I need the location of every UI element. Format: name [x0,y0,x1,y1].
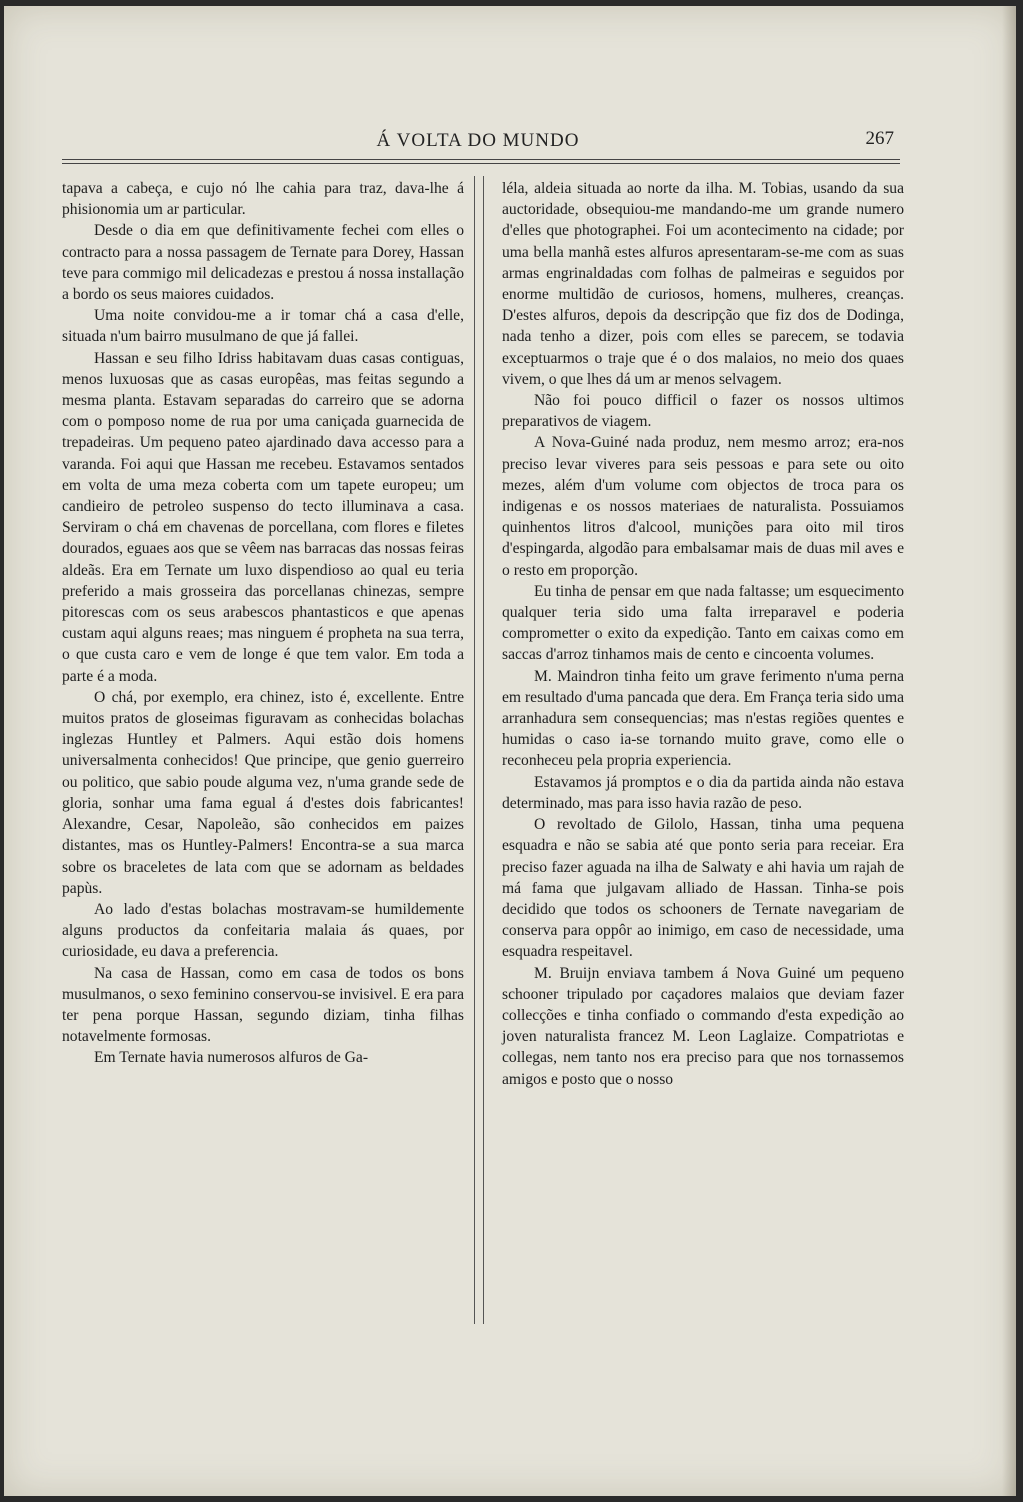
paragraph: léla, aldeia situada ao norte da ilha. M. Tobias, usando da sua auctoridade, obsequiou-me mandando-me um grande numero d'elles que photographei. Foi um acontecimento na cidade; por uma bella manhã estes alfuros apresentaram-se-me com as suas armas engrinaldadas com folhas de palmeiras e seguidos por enorme multidão de curiosos, homens, mulheres, creanças. D'estes alfuros, depois da descripção que fiz dos de Dodinga, nada tenho a dizer, pois com elles se parecem, se todavia exceptuarmos o traje que é o dos malaios, no meio dos quaes vivem, o que lhes dá um ar menos selvagem. [502,180,904,388]
page-number: 267 [865,128,894,149]
paragraph: O revoltado de Gilolo, Hassan, tinha uma pequena esquadra e não se sabia até que ponto seria para receiar. Era preciso fazer aguada na ilha de Salwaty e ahi havia um rajah de má fama que julgavam alliado de Hassan. Tinha-se pois decidido que todos os schooners de Ternate navegariam de conserva para oppôr ao inimigo, em caso de necessidade, uma esquadra respeitavel. [502,816,904,961]
paragraph: Eu tinha de pensar em que nada faltasse; um esquecimento qualquer teria sido uma falta irreparavel e poderia comprometter o exito da expedição. Tanto em caixas como em saccas d'arroz tinhamos mais de cento e cincoenta volumes. [502,582,904,664]
page-edge-shadow [1002,6,1016,1496]
header-rule [62,159,900,160]
paragraph: Não foi pouco difficil o fazer os nossos ultimos preparativos de viagem. [502,392,904,431]
paragraph: Hassan e seu filho Idriss habitavam duas casas contiguas, menos luxuosas que as casas europêas, mas feitas segundo a mesma planta. Estavam separadas do carreiro que se adorna com o pomposo nome de rua por uma caniçada guarnecida de trepadeiras. Um pequeno pateo ajardinado dava accesso para a varanda. Foi aqui que Hassan me recebeu. Estavamos sentados em volta de uma meza coberta com um tapete europeu; um candieiro de petroleo suspenso do tecto illuminava a casa. Serviram o chá em chavenas de porcellana, com flores e filetes dourados, eguaes aos que se vêem nas barracas das nossas feiras aldeãs. Era em Ternate um luxo dispendioso ao qual eu teria preferido a mais grosseira das porcellanas chinezas, sempre pitorescas com os seus arabescos phantasticos e que apenas custam aqui alguns reaes; mas ninguem é propheta na sua terra, o que custa caro e vem de longe é que tem valor. Em toda a parte é a moda. [62,349,464,685]
paragraph: Na casa de Hassan, como em casa de todos os bons musulmanos, o sexo feminino conservou-se invisivel. E era para ter pena porque Hassan, segundo diziam, tinha filhas notavelmente formosas. [62,964,464,1046]
paragraph: M. Maindron tinha feito um grave ferimento n'uma perna em resultado d'uma pancada que dera. Em França teria sido uma arranhadura sem consequencias; mas n'estas regiões quentes e humidas o caso ia-se tornando muito grave, como elle o reconheceu pela propria experiencia. [502,667,904,770]
column-divider [474,176,484,1324]
running-title: Á VOLTA DO MUNDO [376,130,580,151]
paragraph: Em Ternate havia numerosos alfuros de Ga- [94,1049,369,1067]
paragraph: M. Bruijn enviava tambem á Nova Guiné um pequeno schooner tripulado por caçadores malaios que deviam fazer collecções e tinha confiado o commando d'esta expedição ao joven naturalista francez M. Leon Laglaize. Compatriotas e collegas, nem tanto nos era preciso para que nos tornassemos amigos e posto que o nosso [502,964,904,1088]
paragraph: tapava a cabeça, e cujo nó lhe cahia para traz, dava-lhe á phisionomia um ar particular. [62,180,464,219]
paragraph: Ao lado d'estas bolachas mostravam-se humildemente alguns productos da confeitaria malaia ás quaes, por curiosidade, eu dava a preferencia. [62,900,464,961]
book-page [4,6,1016,1496]
right-column [502,178,904,1090]
page-header [62,130,894,156]
paragraph: Desde o dia em que definitivamente fechei com elles o contracto para a nossa passagem de Ternate para Dorey, Hassan teve para commigo mil delicadezas e prestou á nossa installação a bordo os seus maiores cuidados. [62,222,464,304]
left-column [62,178,464,1069]
paragraph: O chá, por exemplo, era chinez, isto é, excellente. Entre muitos pratos de gloseimas figuravam as conhecidas bolachas inglezas Huntley et Palmers. Aqui estão dois homens universalmenta conhecidos! Que principe, que genio guerreiro ou politico, que sabio poude alguma vez, n'uma grande sede de gloria, sonhar uma fama egual á d'estes dois fabricantes! Alexandre, Cesar, Napoleão, são conhecidos em paizes distantes, mas os Huntley-Palmers! Encontra-se a sua marca sobre os braceletes de lata com que se adornam as beldades papùs. [62,688,464,897]
header-rule [62,163,900,164]
paragraph: Estavamos já promptos e o dia da partida ainda não estava determinado, mas para isso havia razão de peso. [502,773,904,812]
paragraph: Uma noite convidou-me a ir tomar chá a casa d'elle, situada n'um bairro musulmano de que já fallei. [62,307,464,346]
paragraph: A Nova-Guiné nada produz, nem mesmo arroz; era-nos preciso levar viveres para seis pessoas e para sete ou oito mezes, além d'um volume com objectos de troca para os indigenas e os nossos materiaes de naturalista. Possuiamos quinhentos litros d'alcool, munições para oito mil tiros d'espingarda, algodão para embalsamar mais de duas mil aves e o resto em proporção. [502,434,904,579]
